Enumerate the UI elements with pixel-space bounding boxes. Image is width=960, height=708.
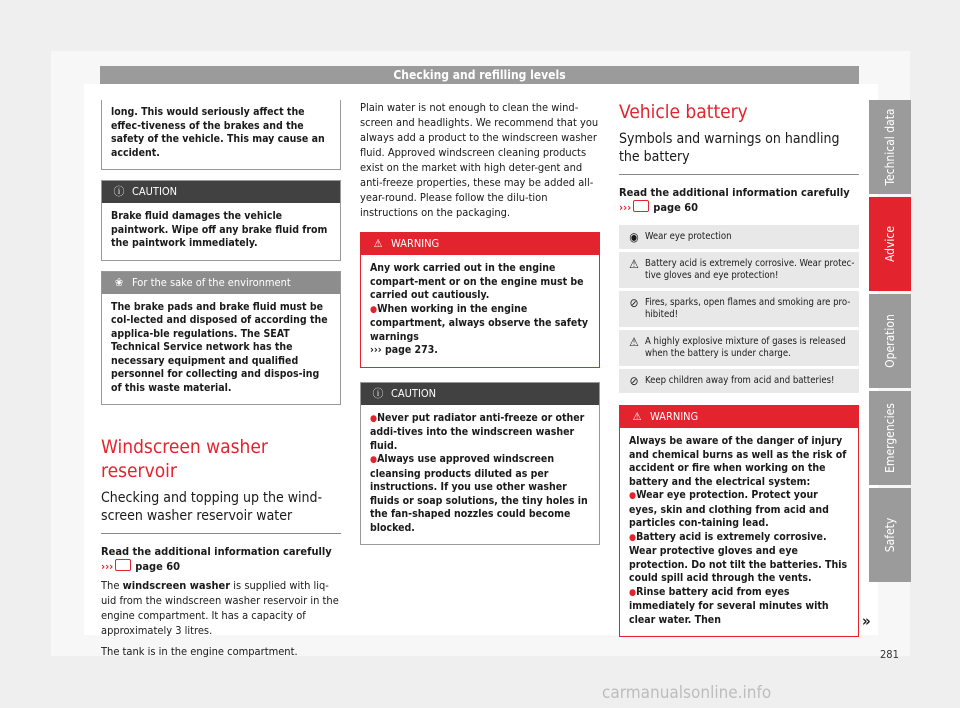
column-right (619, 100, 859, 637)
section-rule (101, 533, 341, 534)
read-more-page-link[interactable]: page 60 (135, 560, 181, 573)
symbol-row (619, 252, 859, 288)
read-more-washer: Read the additional information carefully ››› page 60 (101, 545, 332, 573)
caution-header-2 (361, 383, 599, 405)
side-tab-label: Emergencies (883, 403, 897, 473)
side-tab-technical-data[interactable] (869, 100, 911, 194)
tank-paragraph: The tank is in the engine compartment. (101, 645, 298, 658)
section-title-washer: Windscreen washer reservoir (101, 436, 268, 482)
side-tab-safety[interactable] (869, 488, 911, 582)
watermark: carmanualsonline.info (602, 683, 772, 703)
warning-bullet-text: Rinse battery acid from eyes immediately for several minutes with clear water. Then (629, 585, 829, 626)
flower-icon: ❀ (114, 275, 124, 289)
caution-bullet (370, 412, 590, 454)
book-icon (115, 559, 131, 571)
info-icon: ⓘ (113, 185, 125, 198)
symbol-row (619, 369, 859, 393)
washer-para-text-a: The (101, 579, 123, 592)
read-more-text: Read the additional information carefully (101, 545, 332, 558)
warning-bullet-text: Wear eye protection. Protect your eyes, skin and clothing from acid and particles con-taining lead. (629, 489, 829, 529)
section-subtitle-washer: Checking and topping up the wind-screen washer reservoir water (101, 490, 323, 524)
caution-title: CAUTION (132, 185, 178, 198)
warning-title: WARNING (391, 237, 440, 250)
environment-title: For the sake of the environment (132, 275, 291, 289)
column-middle (360, 100, 600, 545)
warning-bullet (629, 586, 849, 628)
warning-text: Always be aware of the danger of injury and chemical burns as well as the risk of accident or fire when working on the battery and the electrical system: (629, 435, 847, 488)
caution-bullet-text: Always use approved windscreen cleansing products diluted as per instructions. If you use other washer fluids or soap solutions, the tiny holes in the fan-shaped nozzles could become blocked. (370, 453, 588, 534)
environment-box (101, 271, 341, 406)
warning-continued-text: long. This would seriously affect the effec-tiveness of the brakes and the safety of the vehicle. This may cause an accident. (111, 106, 325, 159)
warning-title: WARNING (650, 410, 699, 423)
symbol-text: Wear eye protection (645, 231, 732, 242)
column-left (101, 100, 341, 659)
side-tab-advice[interactable] (869, 197, 911, 291)
warning-header (620, 406, 858, 428)
caution-bullet (370, 453, 590, 535)
caution-title-2: CAUTION (391, 386, 437, 400)
eye-protection-icon: ◉ (629, 230, 639, 244)
keep-children-away-icon: ⊘ (629, 374, 639, 388)
symbol-text: Fires, sparks, open flames and smoking are pro-hibited! (645, 297, 851, 320)
symbol-row (619, 225, 859, 249)
page-header: Checking and refilling levels (100, 66, 859, 84)
environment-header (102, 272, 340, 294)
warning-bullet (629, 489, 849, 531)
warning-bullet-ref[interactable]: ››› page 273. (370, 344, 438, 356)
warning-bullet (370, 303, 590, 345)
washer-paragraph (101, 578, 341, 638)
section-title-battery: Vehicle battery (619, 101, 748, 123)
warning-bullet-text: When working in the engine compartment, always observe the safety warnings (370, 302, 588, 343)
corrosive-icon: ⚠ (629, 257, 639, 271)
warning-bullet-text: Battery acid is extremely corrosive. Wear protective gloves and eye protection. Do not tilt the batteries. This could spill acid through the vents. (629, 530, 848, 584)
symbol-row (619, 291, 859, 327)
read-more-page-link[interactable]: page 60 (653, 201, 699, 214)
side-tab-label: Advice (883, 226, 897, 262)
caution-box (101, 180, 341, 261)
washer-para-bold: windscreen washer (122, 579, 231, 592)
read-more-text: Read the additional information carefully (619, 186, 850, 199)
warning-continued-box (101, 100, 341, 170)
caution-bullet-text: Never put radiator anti-freeze or other addi-tives into the windscreen washer fluid. (370, 411, 585, 452)
explosive-icon: ⚠ (629, 335, 639, 349)
environment-body: The brake pads and brake fluid must be col-lected and disposed of according the applica-ble regulations. The SEAT Technical Service network has the necessary equipment and qualified personnel for collecting and dispos-ing of this waste material. (111, 300, 328, 394)
plain-water-paragraph: Plain water is not enough to clean the wind-screen and headlights. We recommend that you always add a product to the windscreen washer fluid. Approved windscreen cleaning products exist on the market with high deter-gent and anti-freeze properties, these may be added all-year-round. Please follow the dilu-tion instructions on the packaging. (360, 101, 599, 219)
section-rule (619, 174, 859, 175)
warning-icon: ⚠ (632, 410, 642, 423)
section-subtitle-battery: Symbols and warnings on handling the battery (619, 131, 840, 165)
side-tab-label: Safety (883, 517, 897, 553)
symbol-text: Keep children away from acid and batteries! (645, 375, 835, 386)
warning-header (361, 233, 599, 255)
warning-bullet (629, 531, 849, 586)
side-tab-label: Technical data (883, 108, 897, 186)
side-tab-emergencies[interactable] (869, 391, 911, 485)
read-more-battery: Read the additional information carefully ››› page 60 (619, 186, 850, 214)
symbol-text: Battery acid is extremely corrosive. Wear protec-tive gloves and eye protection! (645, 258, 855, 281)
info-icon: ⓘ (372, 386, 384, 400)
caution-body: Brake fluid damages the vehicle paintwork. Wipe off any brake fluid from the paintwork immediately. (111, 210, 328, 249)
warning-body (620, 428, 858, 636)
no-fire-icon: ⊘ (629, 296, 639, 310)
warning-box-engine (360, 232, 600, 368)
symbols-table (619, 225, 859, 393)
side-tab-operation[interactable] (869, 294, 911, 388)
continue-marker: » (862, 612, 871, 630)
caution-header (102, 181, 340, 203)
warning-body (361, 255, 599, 367)
caution-box-additives (360, 382, 600, 546)
symbol-row (619, 330, 859, 366)
page-number: 281 (880, 648, 899, 661)
side-tab-label: Operation (883, 314, 897, 368)
warning-text: Any work carried out in the engine compart-ment or on the engine must be carried out cautiously. (370, 262, 584, 301)
caution-body-2 (361, 405, 599, 545)
washer-para-text-b: is supplied with liq-uid from the windscreen washer reservoir in the engine compartment. It has a capacity of approximately 3 litres. (101, 579, 339, 637)
warning-box-battery (619, 405, 859, 637)
book-icon (633, 200, 649, 212)
symbol-text: A highly explosive mixture of gases is released when the battery is under charge. (645, 336, 846, 359)
warning-icon: ⚠ (373, 237, 383, 250)
